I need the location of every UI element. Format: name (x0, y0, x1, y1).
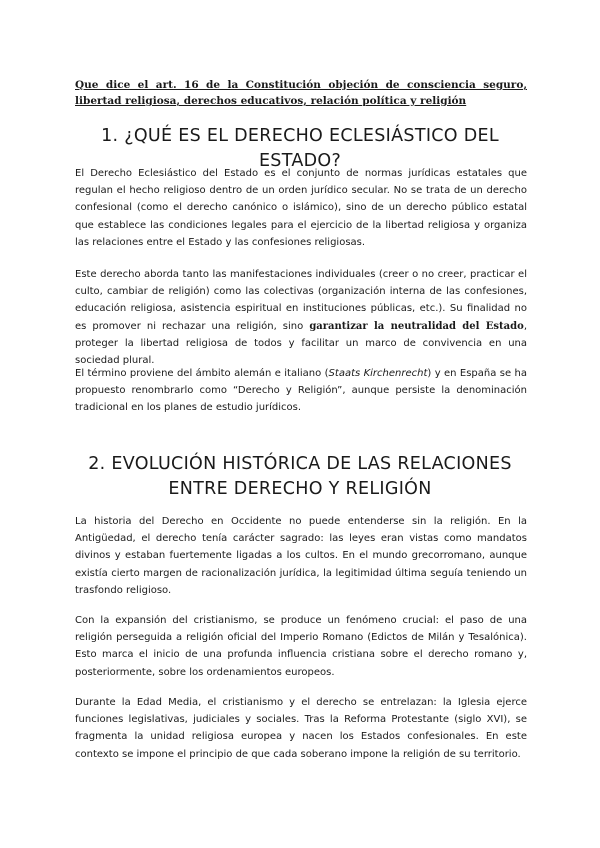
paragraph-text: Este derecho aborda tanto las manifestaciones individuales (creer o no creer, practicar el culto, cambiar de religión) como las colectivas (organización interna de las confesiones, educación religiosa, asistencia espiritual en instituciones públicas, etc.). Su finalidad no es promover ni rechazar una religión, sino (75, 269, 527, 332)
paragraph: Durante la Edad Media, el cristianismo y el derecho se entrelazan: la Iglesia ejerce funciones legislativas, judiciales y sociales. Tras la Reforma Protestante (siglo XVI), se fragmenta la unidad religiosa europea y nacen los Estados confesionales. En este contexto se impone el principio de que cada soberano impone la religión de su territorio. (75, 697, 527, 760)
paragraph (75, 266, 527, 369)
bold-text: garantizar la neutralidad del Estado (309, 320, 524, 332)
paragraph: El Derecho Eclesiástico del Estado es el conjunto de normas jurídicas estatales que regulan el hecho religioso dentro de un orden jurídico secular. No se trata de un derecho confesional (como el derecho canónico o islámico), sino de un derecho público estatal que establece las condiciones legales para el ejercicio de la libertad religiosa y organiza las relaciones entre el Estado y las confesiones religiosas. (75, 168, 527, 248)
header-note: Que dice el art. 16 de la Constitución objeción de consciencia seguro, libertad religiosa, derechos educativos, relación política y religión (75, 79, 527, 107)
paragraph-text: ) y en España se ha propuesto renombrarlo como “Derecho y Religión”, aunque persiste la denominación tradicional en los planes de estudio jurídicos. (75, 368, 527, 414)
paragraph (75, 365, 527, 417)
italic-text: Staats Kirchenrecht (328, 368, 428, 379)
paragraph-text: El término proviene del ámbito alemán e italiano ( (75, 368, 329, 379)
paragraph-text: , proteger la libertad religiosa de todos y facilitar un marco de convivencia en una sociedad plural. (75, 320, 528, 367)
paragraph: La historia del Derecho en Occidente no puede entenderse sin la religión. En la Antigüedad, el derecho tenía carácter sagrado: las leyes eran vistas como mandatos divinos y estaban fuertemente ligadas a los cultos. En el mundo grecorromano, aunque existía cierto margen de racionalización jurídica, la legitimidad última seguía teniendo un trasfondo religioso. (75, 516, 527, 596)
paragraph: Con la expansión del cristianismo, se produce un fenómeno crucial: el paso de una religión perseguida a religión oficial del Imperio Romano (Edictos de Milán y Tesalónica). Esto marca el inicio de una profunda influencia cristiana sobre el derecho romano y, posteriormente, sobre los ordenamientos europeos. (75, 615, 527, 678)
section-heading-1: 1. ¿QUÉ ES EL DERECHO ECLESIÁSTICO DEL ESTADO? (101, 126, 499, 171)
section-heading-2: 2. EVOLUCIÓN HISTÓRICA DE LAS RELACIONES ENTRE DERECHO Y RELIGIÓN (88, 454, 512, 499)
